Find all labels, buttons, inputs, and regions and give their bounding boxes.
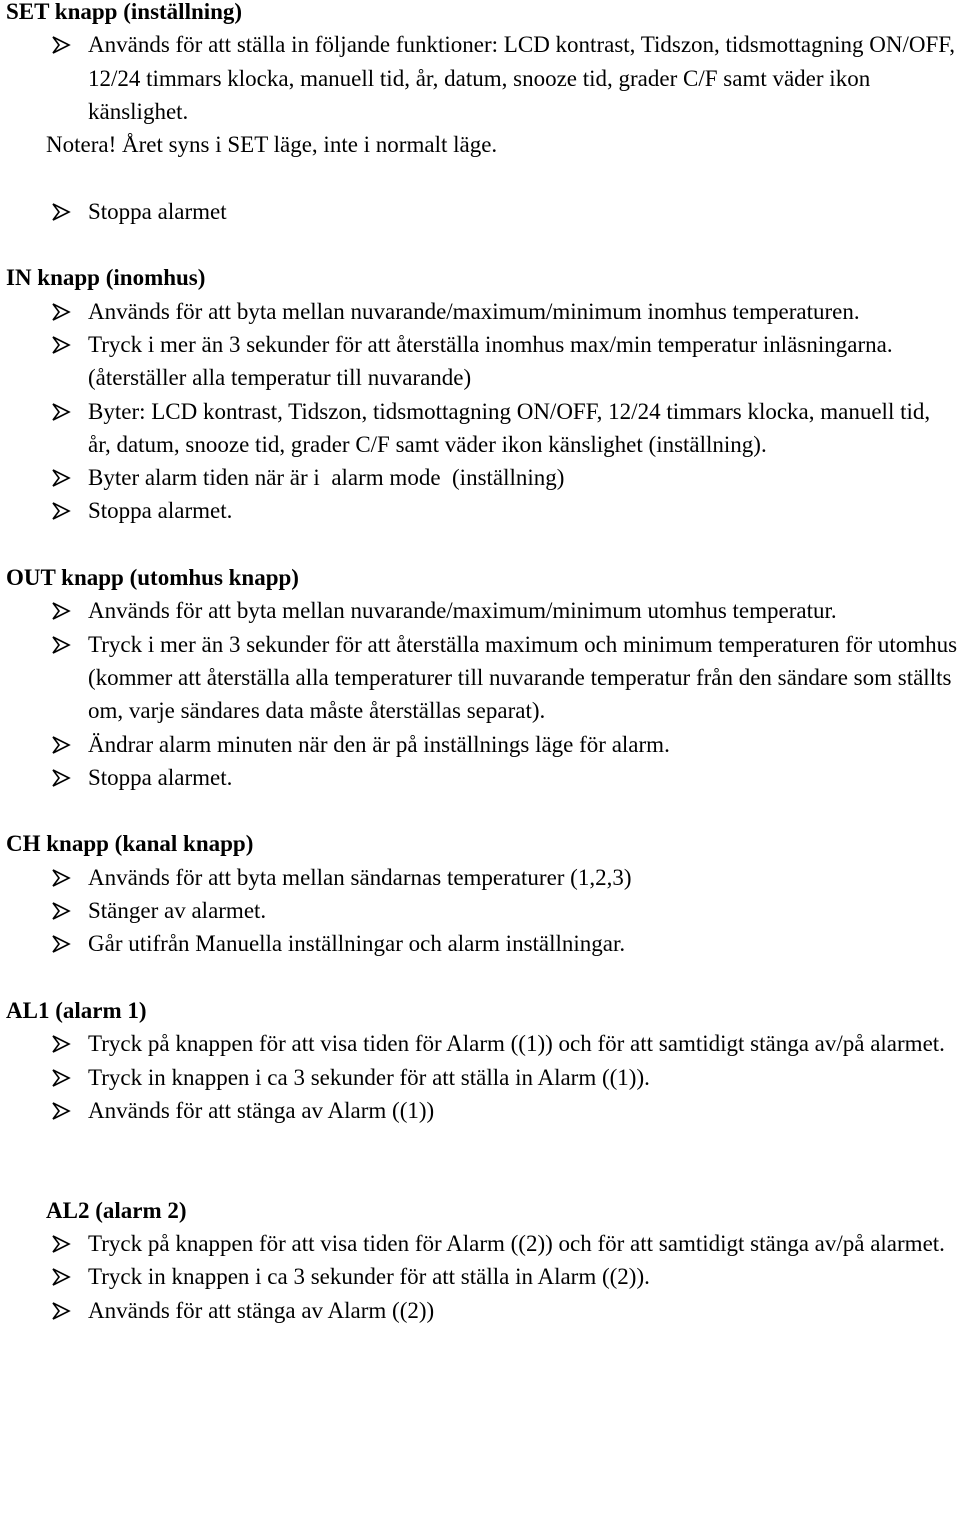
arrow-bullet-icon: [49, 594, 73, 627]
section-al2: [6, 1194, 958, 1327]
section-heading-al1: AL1 (alarm 1): [6, 997, 147, 1023]
arrow-bullet-icon: [49, 1027, 73, 1060]
list-item: [6, 494, 958, 527]
list-item-text: Stoppa alarmet.: [88, 498, 233, 524]
list-item: [6, 328, 958, 395]
list-item-text: Används för att stänga av Alarm ((1)): [88, 1097, 435, 1123]
list-item: [6, 894, 958, 927]
list-item: [6, 1294, 958, 1327]
list-item-text: Ändrar alarm minuten när den är på inställnings läge för alarm.: [88, 731, 670, 757]
section-heading-al2: AL2 (alarm 2): [46, 1197, 187, 1223]
arrow-bullet-icon: [49, 894, 73, 927]
list-item: [6, 195, 958, 228]
section-in: [6, 261, 958, 527]
list-item: [6, 594, 958, 627]
arrow-bullet-icon: [49, 927, 73, 960]
arrow-bullet-icon: [49, 1094, 73, 1127]
list-item: [6, 927, 958, 960]
section-ch: [6, 827, 958, 960]
arrow-bullet-icon: [49, 728, 73, 761]
list-item: [6, 628, 958, 728]
section-heading-out: OUT knapp (utomhus knapp): [6, 565, 299, 591]
list-item-text: Tryck på knappen för att visa tiden för Alarm ((2)) och för att samtidigt stänga av/på alarmet.: [88, 1230, 945, 1256]
arrow-bullet-icon: [49, 395, 73, 428]
arrow-bullet-icon: [49, 461, 73, 494]
note-text: Notera! Året syns i SET läge, inte i normalt läge.: [46, 132, 498, 158]
list-item-text: Byter: LCD kontrast, Tidszon, tidsmottagning ON/OFF, 12/24 timmars klocka, manuell tid, år, datum, snooze tid, grader C/F samt väder ikon känslighet (inställning).: [88, 398, 931, 457]
list-item-text: Tryck i mer än 3 sekunder för att återställa maximum och minimum temperaturen för utomhus (kommer att återställa alla temperaturer till nuvarande temperatur från den sändare som ställts om, varje sändares data måste återställas separat).: [88, 631, 958, 724]
list-item: [6, 1260, 958, 1293]
list-item: [6, 761, 958, 794]
list-item: [6, 295, 958, 328]
arrow-bullet-icon: [49, 1227, 73, 1260]
list-item: [6, 728, 958, 761]
list-item: [6, 28, 958, 128]
list-item: [6, 1061, 958, 1094]
arrow-bullet-icon: [49, 295, 73, 328]
list-item-text: Tryck på knappen för att visa tiden för Alarm ((1)) och för att samtidigt stänga av/på alarmet.: [88, 1031, 945, 1057]
section-heading-in: IN knapp (inomhus): [6, 265, 206, 291]
list-item-text: Tryck in knappen i ca 3 sekunder för att ställa in Alarm ((1)).: [88, 1064, 650, 1090]
section-out: [6, 561, 958, 794]
section-set: [6, 0, 958, 228]
list-item: [6, 461, 958, 494]
arrow-bullet-icon: [49, 1061, 73, 1094]
list-item-text: Används för att byta mellan sändarnas temperaturer (1,2,3): [88, 864, 632, 890]
list-item-text: Stänger av alarmet.: [88, 898, 267, 924]
document: [6, 0, 958, 1327]
arrow-bullet-icon: [49, 494, 73, 527]
list-item-text: Används för att stänga av Alarm ((2)): [88, 1297, 435, 1323]
arrow-bullet-icon: [49, 761, 73, 794]
list-item-text: Stoppa alarmet.: [88, 764, 233, 790]
list-item-text: Stoppa alarmet: [88, 198, 227, 224]
arrow-bullet-icon: [49, 628, 73, 661]
arrow-bullet-icon: [49, 1260, 73, 1293]
section-al1: [6, 994, 958, 1127]
list-item: [6, 1027, 958, 1060]
section-heading-set: SET knapp (inställning): [6, 0, 243, 24]
list-item-text: Används för att byta mellan nuvarande/maximum/minimum utomhus temperatur.: [88, 598, 837, 624]
arrow-bullet-icon: [49, 195, 73, 228]
section-heading-ch: CH knapp (kanal knapp): [6, 831, 254, 857]
list-item-text: Går utifrån Manuella inställningar och alarm inställningar.: [88, 931, 626, 957]
list-item: [6, 1094, 958, 1127]
arrow-bullet-icon: [49, 28, 73, 61]
list-item-text: Byter alarm tiden när är i alarm mode (inställning): [88, 465, 565, 491]
list-item-text: Används för att byta mellan nuvarande/maximum/minimum inomhus temperaturen.: [88, 298, 860, 324]
arrow-bullet-icon: [49, 861, 73, 894]
list-item: [6, 1227, 958, 1260]
list-item-text: Tryck i mer än 3 sekunder för att återställa inomhus max/min temperatur inläsningarna. (återställer alla temperatur till nuvarande): [88, 331, 893, 391]
list-item-text: Används för att ställa in följande funktioner: LCD kontrast, Tidszon, tidsmottagning ON/OFF, 12/24 timmars klocka, manuell tid, år, datum, snooze tid, grader C/F samt väder ikon känslighet.: [88, 32, 955, 124]
list-item: [6, 395, 958, 462]
list-item: [6, 861, 958, 894]
arrow-bullet-icon: [49, 1294, 73, 1327]
list-item-text: Tryck in knappen i ca 3 sekunder för att ställa in Alarm ((2)).: [88, 1264, 650, 1290]
arrow-bullet-icon: [49, 328, 73, 361]
